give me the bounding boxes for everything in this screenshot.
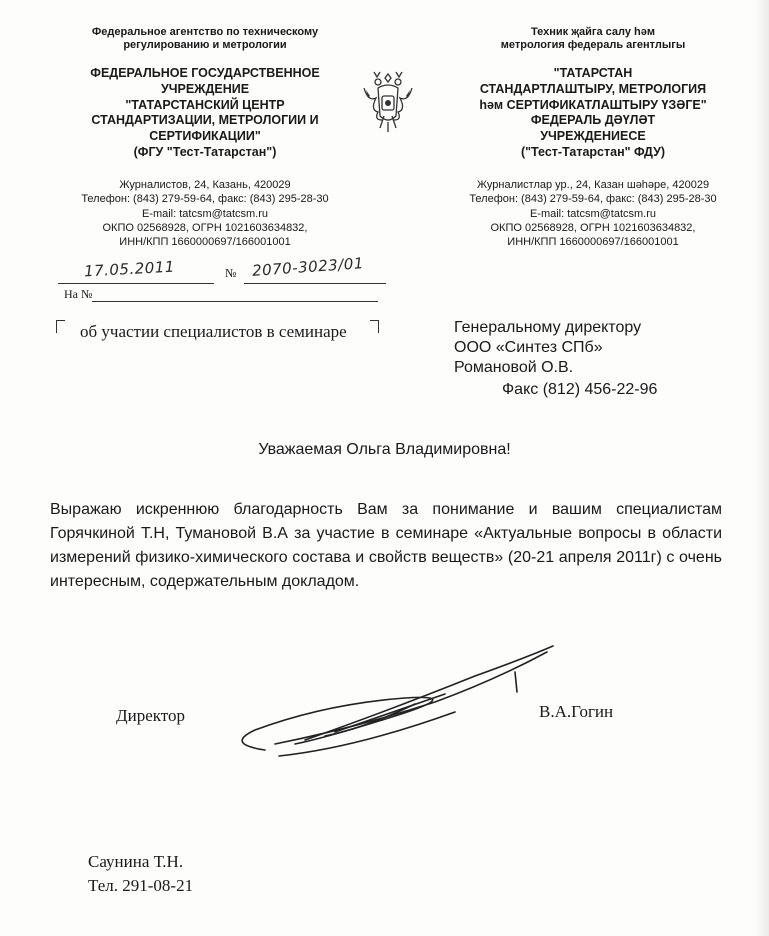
org-name-ru bbox=[60, 66, 350, 160]
signatory-name: В.А.Гогин bbox=[539, 702, 614, 721]
org-line: (ФГУ "Тест-Татарстан") bbox=[133, 144, 277, 159]
address-line: Журналистов, 24, Казань, 420029 bbox=[119, 179, 291, 192]
page-edge-shadow bbox=[755, 0, 769, 936]
agency-name-tt bbox=[448, 26, 738, 52]
org-line: "ТАТАРСТАН bbox=[553, 66, 633, 81]
org-line: һәм СЕРТИФИКАТЛАШТЫРУ ҮЗӘГЕ" bbox=[479, 97, 707, 112]
number-sign: № bbox=[225, 266, 237, 280]
address-ru bbox=[60, 178, 350, 249]
executor-phone: Тел. 291-08-21 bbox=[88, 876, 194, 895]
subject-bracket-right bbox=[370, 320, 379, 333]
address-line: E-mail: tatcsm@tatcsm.ru bbox=[141, 207, 269, 220]
address-tt bbox=[448, 178, 738, 249]
letter-body: Выражаю искреннюю благодарность Вам за понимание и вашим специалистам Горячкиной Т.Н, Тумановой В.А за участие в семинаре «Актуальные вопросы в области измерений физико-химического состава и свойств веществ» (20-21 апреля 2011г) с очень интересным, содержательным докладом. bbox=[50, 501, 722, 590]
executor-block bbox=[88, 850, 193, 898]
org-line: СТАНДАРТИЗАЦИИ, МЕТРОЛОГИИ И bbox=[91, 113, 319, 128]
reply-to-underline bbox=[92, 301, 378, 302]
org-line: ФЕДЕРАЛЬНОЕ ГОСУДАРСТВЕННОЕ bbox=[90, 66, 320, 81]
org-line: СЕРТИФИКАЦИИ" bbox=[149, 128, 261, 143]
address-line: ИНН/КПП 1660000697/166001001 bbox=[507, 236, 679, 249]
org-line: "ТАТАРСТАНСКИЙ ЦЕНТР bbox=[125, 97, 285, 112]
number-underline bbox=[244, 283, 386, 284]
address-line: Телефон: (843) 279-59-64, факс: (843) 295-28-30 bbox=[81, 193, 329, 206]
addressee-fax: Факс (812) 456-22-96 bbox=[502, 381, 658, 398]
addressee-block bbox=[454, 318, 657, 400]
agency-line: метрология федераль агентлыгы bbox=[500, 39, 686, 52]
org-line: ФЕДЕРАЛЬ ДӘҮЛӘТ bbox=[530, 113, 656, 128]
address-line: ИНН/КПП 1660000697/166001001 bbox=[119, 236, 291, 249]
address-line: ОКПО 02568928, ОГРН 1021603634832, bbox=[490, 222, 696, 235]
address-line: Журналистлар ур., 24, Казан шәһәре, 420029 bbox=[476, 179, 710, 192]
address-line: ОКПО 02568928, ОГРН 1021603634832, bbox=[102, 222, 308, 235]
address-line: Телефон: (843) 279-59-64, факс: (843) 295-28-30 bbox=[469, 193, 717, 206]
coat-of-arms-emblem bbox=[360, 68, 416, 138]
address-line: E-mail: tatcsm@tatcsm.ru bbox=[529, 207, 657, 220]
addressee-line: ООО «Синтез СПб» bbox=[454, 339, 603, 356]
reply-to-label: На № bbox=[64, 287, 93, 301]
header-left bbox=[60, 26, 350, 250]
registration-date: 17.05.2011 bbox=[83, 257, 176, 281]
agency-name-ru: Федеральное агентство по техническому регулированию и метрологии bbox=[91, 26, 319, 52]
org-line: УЧРЕЖДЕНИЕ bbox=[160, 82, 250, 96]
addressee-line: Генеральному директору bbox=[454, 319, 642, 336]
signatory-position: Директор bbox=[116, 706, 185, 725]
org-line: СТАНДАРТЛАШТЫРУ, МЕТРОЛОГИЯ bbox=[479, 82, 707, 96]
subject-bracket-left bbox=[56, 320, 65, 333]
letter-subject: об участии специалистов в семинаре bbox=[80, 322, 347, 341]
registration-number: 2070-3023/01 bbox=[251, 254, 365, 280]
handwritten-signature bbox=[235, 632, 565, 772]
addressee-line: Романовой О.В. bbox=[454, 359, 574, 376]
salutation: Уважаемая Ольга Владимировна! bbox=[258, 441, 511, 458]
date-underline bbox=[58, 283, 214, 284]
org-line: УЧРЕЖДЕНИЕСЕ bbox=[540, 128, 646, 143]
agency-line: Техник җайга салу һәм bbox=[530, 26, 656, 38]
org-line: ("Тест-Татарстан" ФДУ) bbox=[520, 144, 666, 159]
header-right bbox=[448, 26, 738, 250]
org-name-tt bbox=[448, 66, 738, 160]
executor-name: Саунина Т.Н. bbox=[88, 852, 184, 871]
